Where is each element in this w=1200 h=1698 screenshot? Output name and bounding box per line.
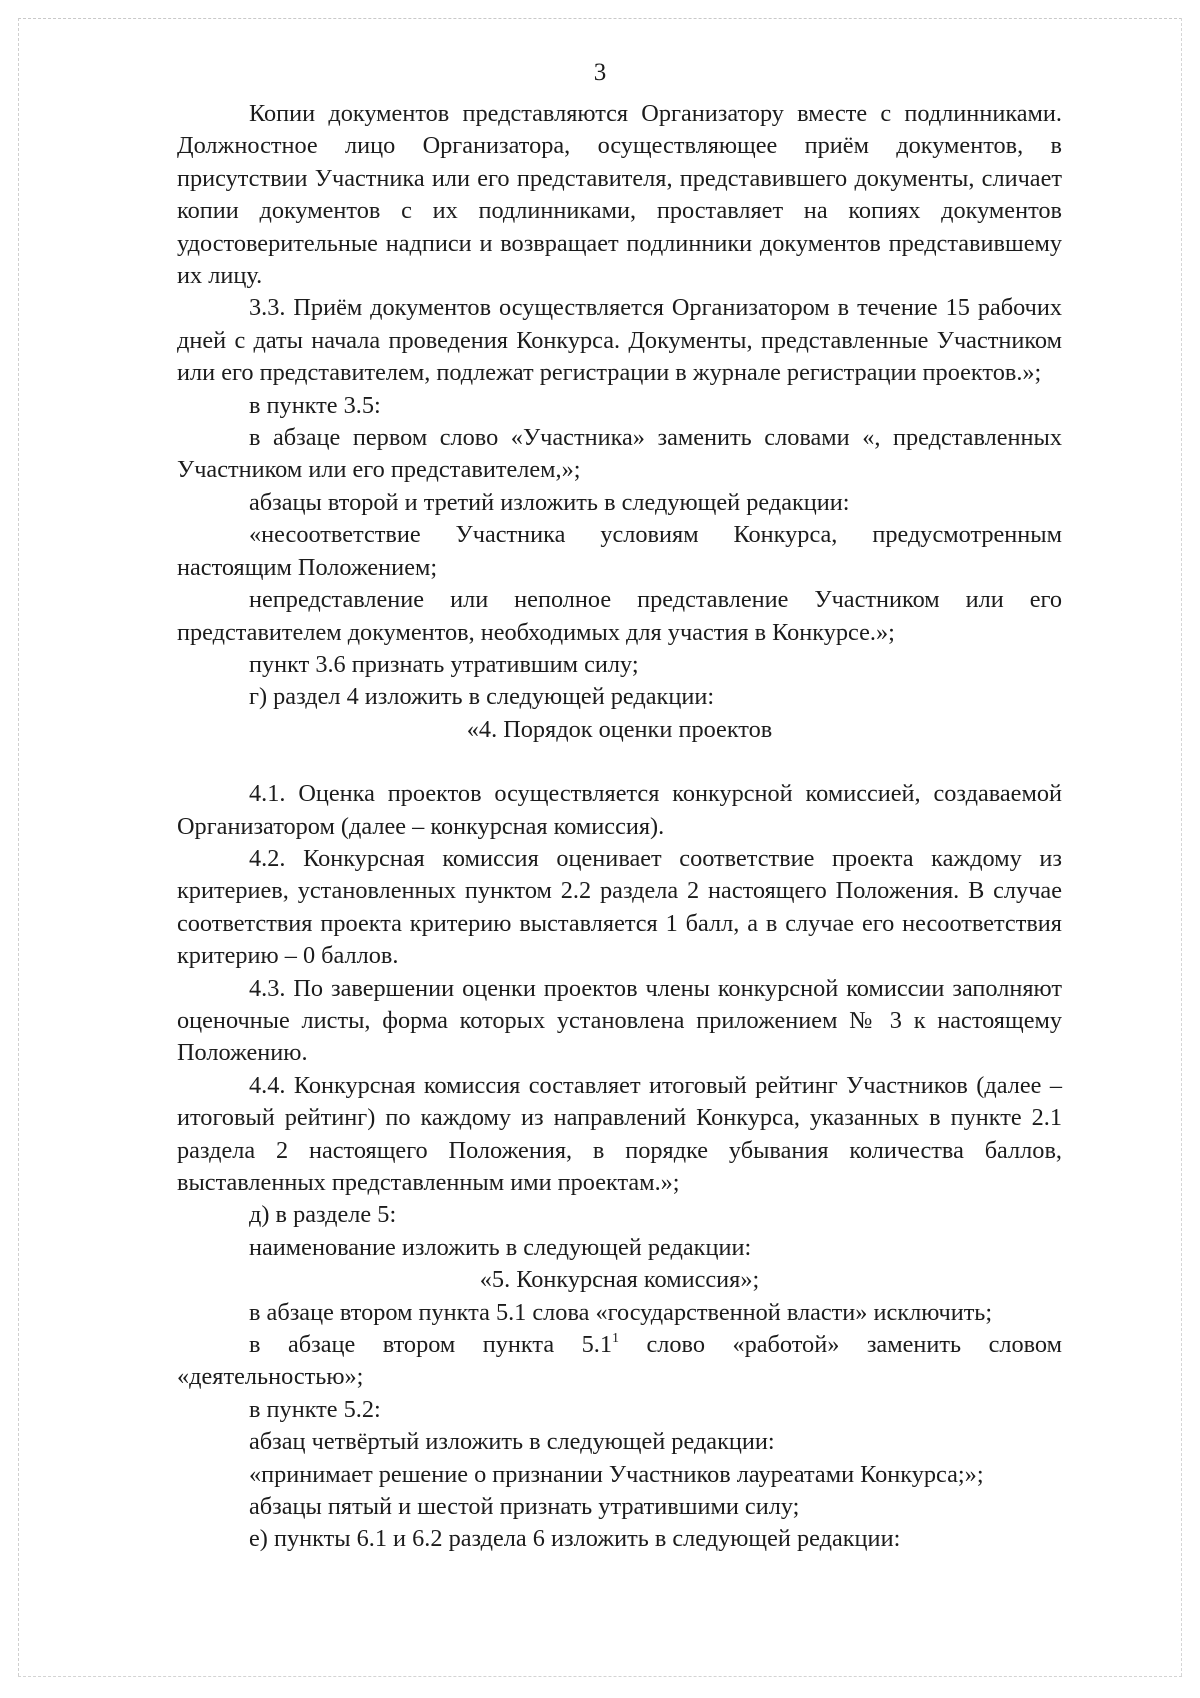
section-heading: «4. Порядок оценки проектов xyxy=(466,715,773,743)
paragraph: 4.4. Конкурсная комиссия составляет итоговый рейтинг Участников (далее – итоговый рейтинг) по каждому из направлений Конкурса, указанных в пункте 2.1 раздела 2 настоящего Положения, в порядке убывания количества баллов, выставленных представленным ими проектам.»; xyxy=(177,1071,1062,1196)
paragraph: в абзаце первом слово «Участника» заменить словами «, представленных Участником или его представителем,»; xyxy=(177,424,1062,484)
paragraph: в пункте 5.2: xyxy=(249,1395,381,1423)
document-body xyxy=(177,98,1062,1556)
page-number: 3 xyxy=(593,59,607,86)
scan-border-top xyxy=(18,18,1182,19)
blank-line xyxy=(177,746,1062,778)
paragraph-amendment-5-1-1 xyxy=(177,1329,1062,1394)
superscript-index: 1 xyxy=(611,1331,619,1347)
paragraph: пункт 3.6 признать утратившим силу; xyxy=(249,650,639,678)
paragraph: в абзаце втором пункта 5.1 слова «государственной власти» исключить; xyxy=(249,1298,993,1326)
paragraph: д) в разделе 5: xyxy=(249,1201,397,1229)
paragraph-group-main xyxy=(177,98,1062,1329)
paragraph: абзац четвёртый изложить в следующей редакции: xyxy=(249,1428,775,1456)
paragraph: 4.2. Конкурсная комиссия оценивает соответствие проекта каждому из критериев, установленных пунктом 2.2 раздела 2 настоящего Положения. В случае соответствия проекта критерию выставляется 1 балл, а в случае его несоответствия критерию – 0 баллов. xyxy=(177,844,1062,970)
paragraph: в пункте 3.5: xyxy=(249,391,381,419)
paragraph: е) пункты 6.1 и 6.2 раздела 6 изложить в следующей редакции: xyxy=(249,1525,901,1553)
paragraph: г) раздел 4 изложить в следующей редакции: xyxy=(249,683,715,711)
paragraph: абзацы второй и третий изложить в следующей редакции: xyxy=(249,488,850,516)
scan-border-bottom xyxy=(18,1676,1182,1677)
paragraph: непредставление или неполное представление Участником или его представителем документов, необходимых для участия в Конкурсе.»; xyxy=(177,586,1062,646)
scan-border-left xyxy=(18,18,19,1676)
scan-border-right xyxy=(1181,18,1182,1676)
paragraph: «несоответствие Участника условиям Конкурса, предусмотренным настоящим Положением; xyxy=(177,521,1062,581)
paragraph: наименование изложить в следующей редакции: xyxy=(249,1233,752,1261)
amendment-text-after: слово «работой» заменить словом «деятельностью»; xyxy=(177,1331,1062,1391)
paragraph: абзацы пятый и шестой признать утратившими силу; xyxy=(249,1493,800,1521)
paragraph: 4.1. Оценка проектов осуществляется конкурсной комиссией, создаваемой Организатором (далее – конкурсная комиссия). xyxy=(177,780,1062,840)
paragraph: 3.3. Приём документов осуществляется Организатором в течение 15 рабочих дней с даты начала проведения Конкурса. Документы, представленные Участником или его представителем, подлежат регистрации в журнале регистрации проектов.»; xyxy=(177,294,1062,387)
section-heading: «5. Конкурсная комиссия»; xyxy=(479,1266,760,1294)
paragraph: Копии документов представляются Организатору вместе с подлинниками. Должностное лицо Организатора, осуществляющее приём документов, в присутствии Участника или его представителя, представившего документы, сличает копии документов с их подлинниками, проставляет на копиях документов удостоверительные надписи и возвращает подлинники документов представившему их лицу. xyxy=(177,100,1062,290)
paragraph: 4.3. По завершении оценки проектов члены конкурсной комиссии заполняют оценочные листы, форма которых установлена приложением № 3 к настоящему Положению. xyxy=(177,974,1062,1067)
paragraph: «принимает решение о признании Участников лауреатами Конкурса;»; xyxy=(249,1460,984,1488)
amendment-text-before: в абзаце втором пункта 5.1 xyxy=(249,1331,612,1359)
paragraph-group-end xyxy=(177,1394,1062,1556)
